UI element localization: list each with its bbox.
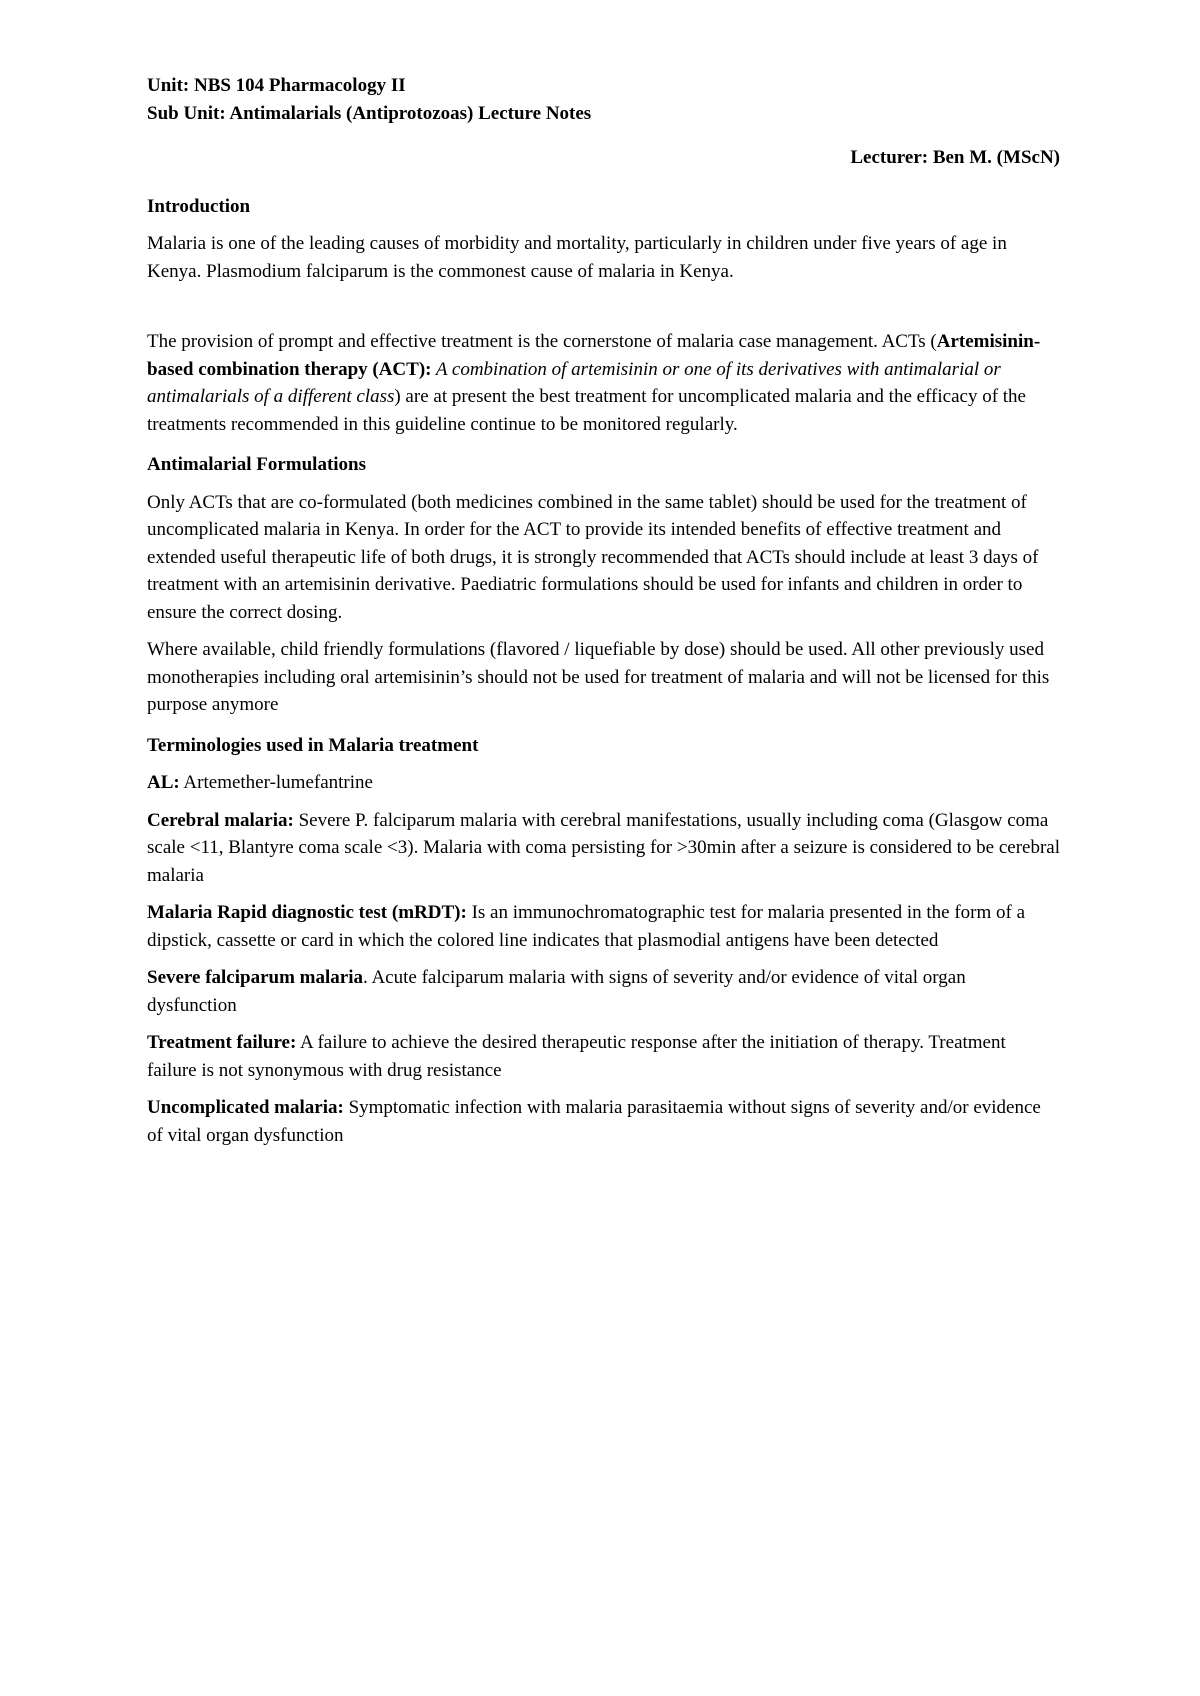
term-definition: Severe P. falciparum malaria with cerebral manifestations, usually including coma (Glasgow coma scale <11, Blantyre coma scale <3). Malaria with coma persisting for >30min after a seizure is considered to be cerebral malaria xyxy=(147,809,1061,886)
term-definition: Is an immunochromatographic test for malaria presented in the form of a dipstick, cassette or card in which the colored line indicates that plasmodial antigens have been detected xyxy=(147,902,1026,951)
act-definition-term: Artemisinin-based combination therapy (ACT): xyxy=(147,331,1041,380)
act-definition-text: A combination of artemisinin or one of its derivatives with antimalarial or antimalarials of a different class xyxy=(147,358,1001,407)
term-treatment-failure xyxy=(147,1029,1060,1084)
term-definition: . Acute falciparum malaria with signs of severity and/or evidence of vital organ dysfunction xyxy=(147,967,966,1016)
act-text-start: The provision of prompt and effective treatment is the cornerstone of malaria case management. ACTs ( xyxy=(147,331,937,352)
term-label: Malaria Rapid diagnostic test (mRDT): xyxy=(147,902,467,923)
introduction-paragraph-2 xyxy=(147,328,1060,438)
term-label: Uncomplicated malaria: xyxy=(147,1097,344,1118)
term-label: Treatment failure: xyxy=(147,1032,297,1053)
term-label: Cerebral malaria: xyxy=(147,809,294,831)
introduction-paragraph-1: Malaria is one of the leading causes of morbidity and mortality, particularly in children under five years of age in Kenya. Plasmodium falciparum is the commonest cause of malaria in Kenya. xyxy=(147,233,1007,282)
formulations-paragraph-1: Only ACTs that are co-formulated (both medicines combined in the same tablet) should be used for the treatment of uncomplicated malaria in Kenya. In order for the ACT to provide its intended benefits of effective treatment and extended useful therapeutic life of both drugs, it is strongly recommended that ACTs should include at least 3 days of treatment with an artemisinin derivative. Paediatric formulations should be used for infants and children in order to ensure the correct dosing. xyxy=(147,491,1039,623)
term-uncomplicated-malaria xyxy=(147,1094,1060,1149)
lecturer-name: Lecturer: Ben M. (MScN) xyxy=(850,147,1060,168)
term-al xyxy=(147,769,1060,797)
terminologies-heading: Terminologies used in Malaria treatment xyxy=(147,734,479,756)
unit-title: Unit: NBS 104 Pharmacology II xyxy=(147,75,406,96)
act-text-end: ) are at present the best treatment for uncomplicated malaria and the efficacy of the treatments recommended in this guideline continue to be monitored regularly. xyxy=(147,386,1026,435)
term-mrdt xyxy=(147,899,1060,954)
term-definition: Symptomatic infection with malaria parasitaemia without signs of severity and/or evidence of vital organ dysfunction xyxy=(147,1097,1041,1146)
introduction-heading: Introduction xyxy=(147,195,251,217)
term-cerebral-malaria xyxy=(147,807,1060,890)
term-definition: Artemether-lumefantrine xyxy=(179,772,373,793)
term-severe-falciparum-malaria xyxy=(147,964,1060,1019)
term-definition: A failure to achieve the desired therapeutic response after the initiation of therapy. Treatment failure is not synonymous with drug resistance xyxy=(147,1032,1006,1081)
formulations-heading: Antimalarial Formulations xyxy=(147,454,367,475)
term-label: Severe falciparum malaria xyxy=(147,967,363,988)
formulations-paragraph-2: Where available, child friendly formulations (flavored / liquefiable by dose) should be used. All other previously used monotherapies including oral artemisinin’s should not be used for treatment of malaria and will not be licensed for this purpose anymore xyxy=(147,639,1050,715)
term-label: AL: xyxy=(147,772,180,793)
sub-unit-title: Sub Unit: Antimalarials (Antiprotozoas) Lecture Notes xyxy=(147,102,592,124)
